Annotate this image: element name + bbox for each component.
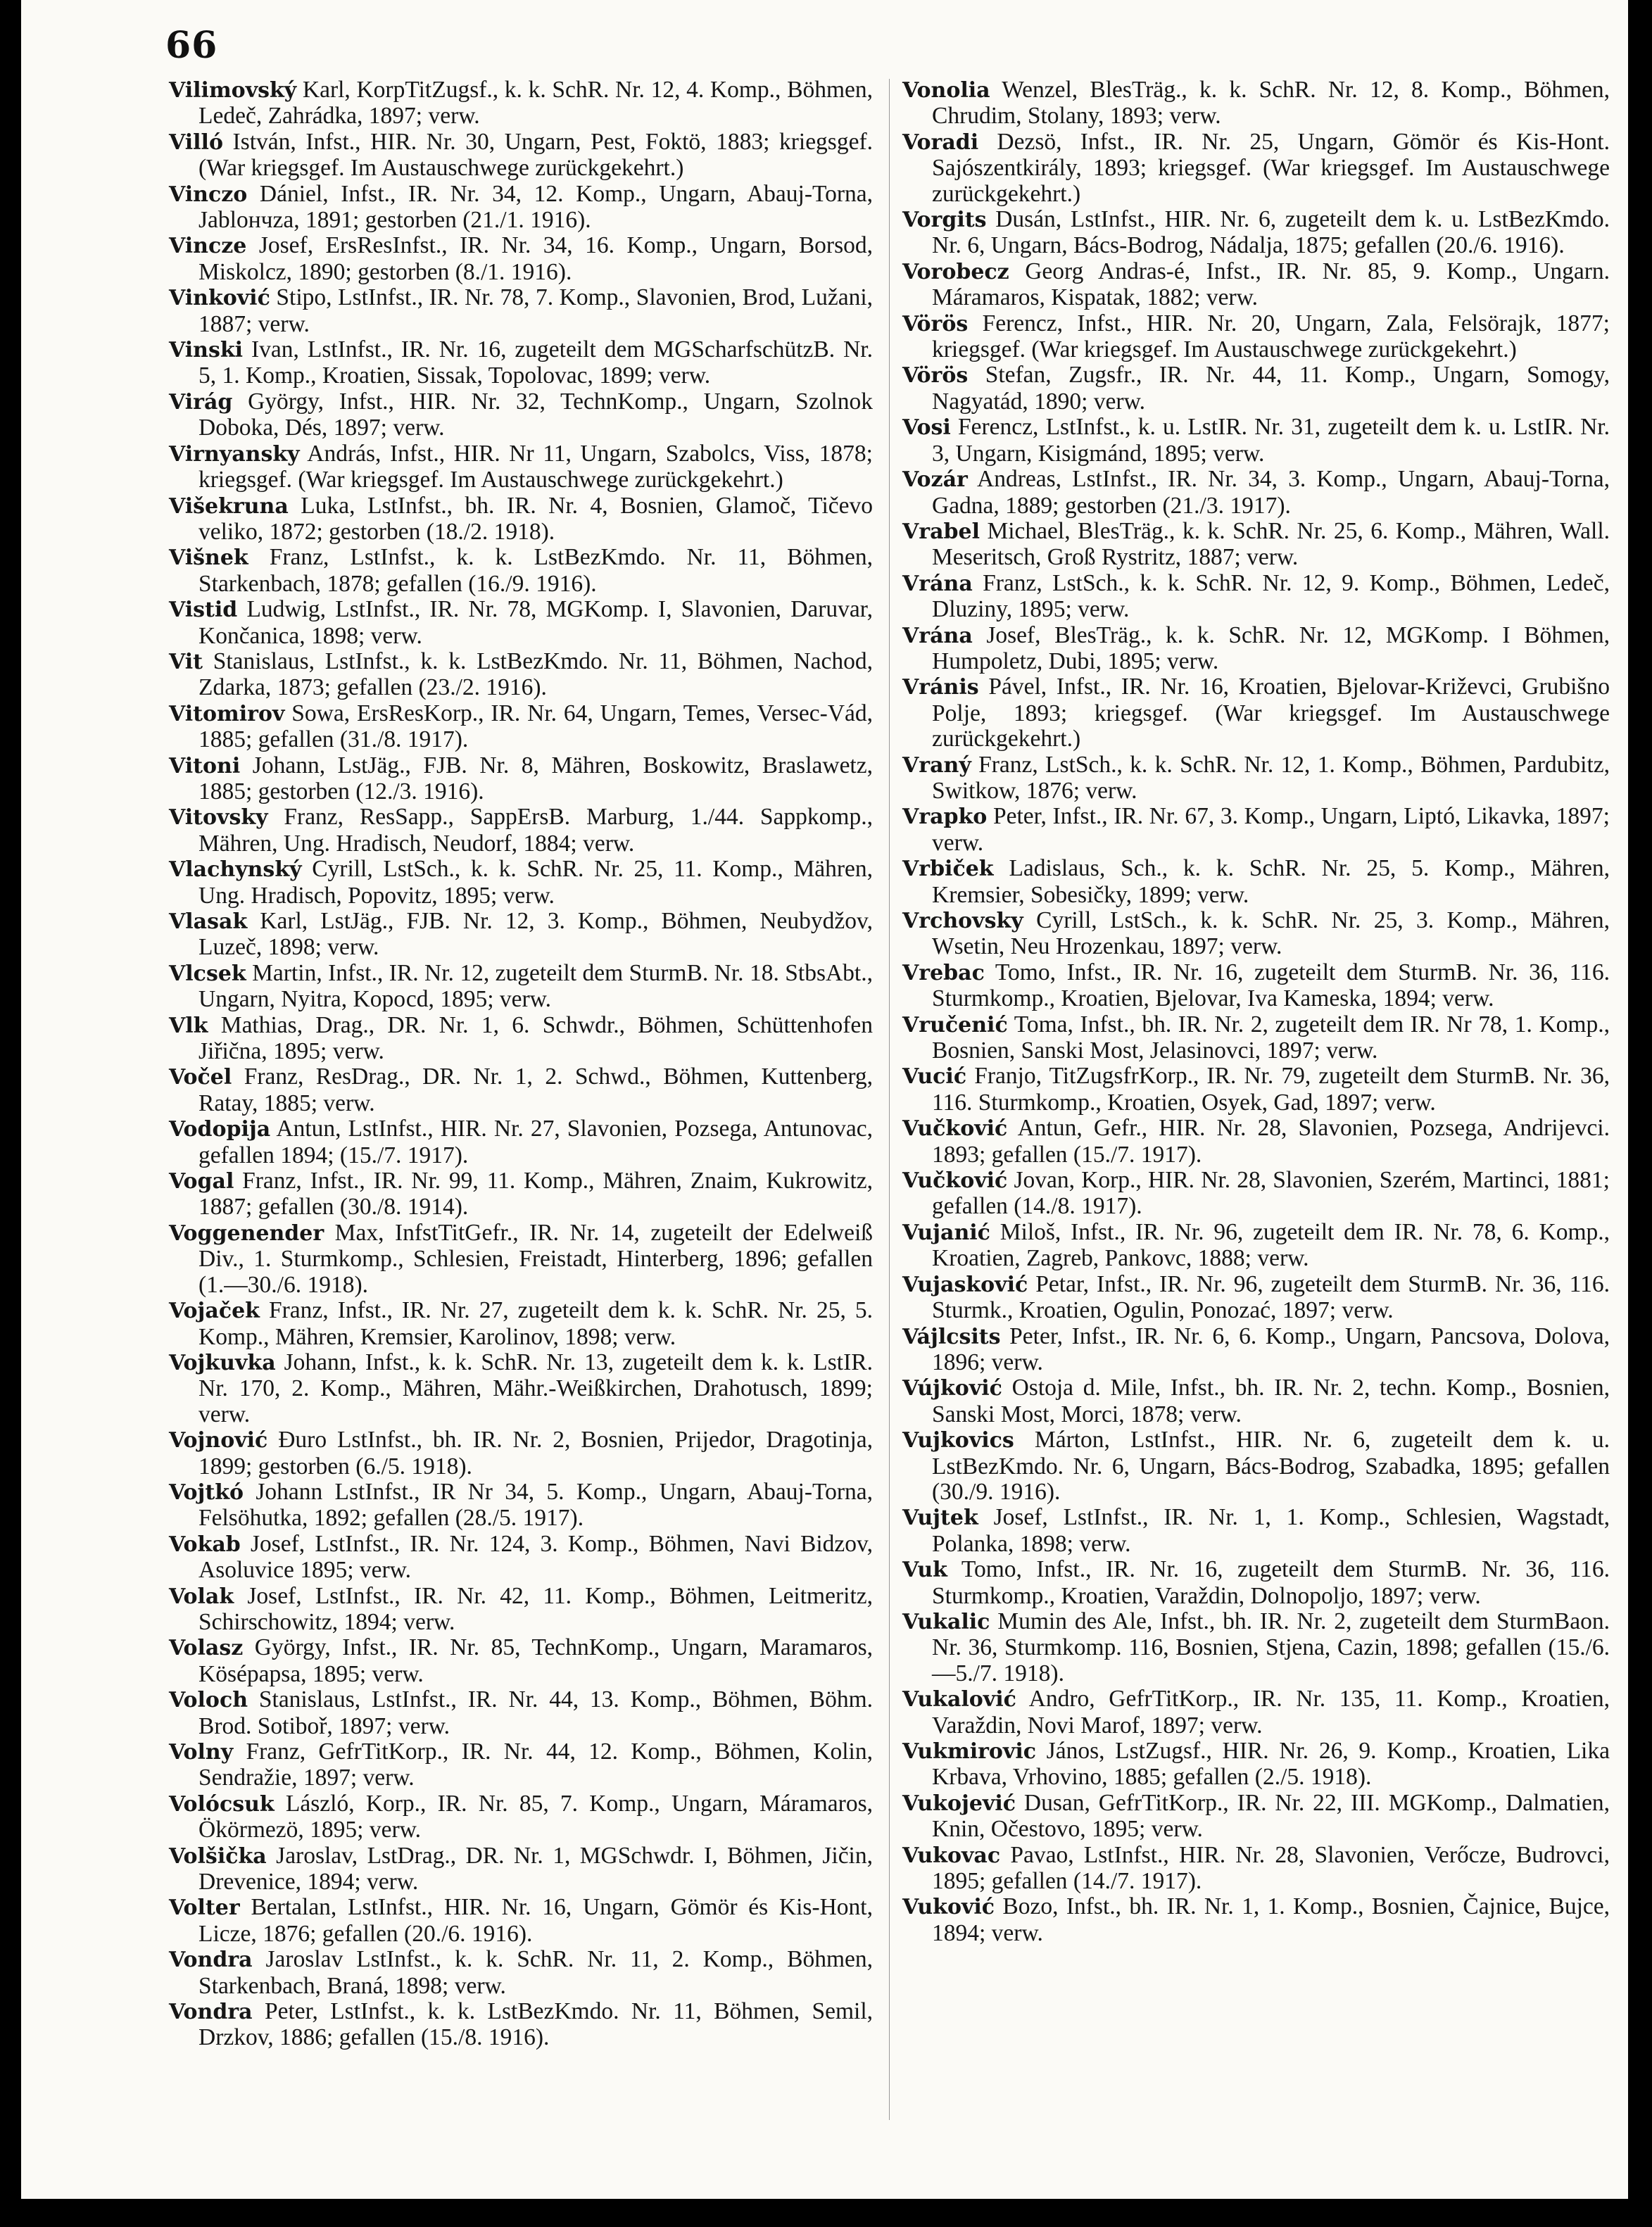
entry-surname: Vujkovics	[902, 1428, 1014, 1453]
register-entry	[902, 1739, 1610, 1791]
entry-surname: Vojtkó	[169, 1480, 244, 1505]
register-entry	[169, 1843, 873, 1895]
register-entry	[902, 311, 1610, 363]
entry-surname: Vorobecz	[902, 259, 1009, 284]
entry-details: László, Korp., IR. Nr. 85, 7. Komp., Ungarn, Máramaros, Ökörmezö, 1895; verw.	[198, 1790, 873, 1843]
register-entry	[902, 467, 1610, 519]
entry-surname: Vozár	[902, 467, 968, 493]
register-entry	[169, 753, 873, 805]
entry-surname: Volak	[169, 1584, 234, 1609]
entry-details: János, LstZugsf., HIR. Nr. 26, 9. Komp., Kroatien, Lika Krbava, Vrhovino, 1885; gefallen (2./5. 1918).	[932, 1738, 1610, 1791]
entry-details: Stanislaus, LstInfst., k. k. LstBezKmdo. Nr. 11, Böhmen, Nachod, Zdarka, 1873; gefallen (23./2. 1916).	[198, 648, 873, 701]
entry-details: Jaroslav LstInfst., k. k. SchR. Nr. 11, 2. Komp., Böhmen, Starkenbach, Braná, 1898; verw.	[198, 1946, 873, 1999]
register-entry	[169, 1480, 873, 1532]
entry-details: Franz, Infst., IR. Nr. 27, zugeteilt dem k. k. SchR. Nr. 25, 5. Komp., Mähren, Kremsier, Karolinov, 1898; verw.	[198, 1297, 873, 1350]
entry-details: Franz, LstSch., k. k. SchR. Nr. 12, 1. Komp., Böhmen, Pardubitz, Switkow, 1876; verw.	[932, 751, 1610, 804]
entry-surname: Vukovac	[902, 1843, 1001, 1868]
entry-surname: Vlasak	[169, 909, 248, 934]
entry-surname: Virnyansky	[169, 441, 300, 467]
entry-details: Miloš, Infst., IR. Nr. 96, zugeteilt dem IR. Nr. 78, 6. Komp., Kroatien, Zagreb, Pankovc, 1888; verw.	[932, 1218, 1610, 1272]
register-entry	[169, 337, 873, 389]
entry-details: Dusan, GefrTitKorp., IR. Nr. 22, III. MGKomp., Dalmatien, Knin, Očestovo, 1895; verw.	[932, 1789, 1610, 1843]
register-entry	[902, 1116, 1610, 1168]
entry-surname: Vrána	[902, 623, 973, 648]
register-entry	[902, 207, 1610, 259]
entry-surname: Vučković	[902, 1168, 1008, 1194]
entry-details: Sowa, ErsResKorp., IR. Nr. 64, Ungarn, Temes, Versec-Vád, 1885; gefallen (31./8. 1917).	[198, 700, 873, 753]
entry-surname: Višnek	[169, 545, 248, 571]
register-entry	[902, 1686, 1610, 1739]
entry-details: Franjo, TitZugsfrKorp., IR. Nr. 79, zugeteilt dem SturmB. Nr. 36, 116. Sturmkomp., Kroatien, Osyek, Gad, 1897; verw.	[932, 1063, 1610, 1116]
entry-surname: Vinković	[169, 286, 270, 311]
entry-surname: Vinczo	[169, 182, 248, 207]
entry-surname: Vujanić	[902, 1220, 990, 1245]
entry-details: Mumin des Ale, Infst., bh. IR. Nr. 2, zugeteilt dem SturmBaon. Nr. 36, Sturmkomp. 116, Bosnien, Stjena, Cazin, 1898; gefallen (15./6.—5./7. 1918).	[932, 1608, 1610, 1686]
entry-surname: Vondra	[169, 2000, 253, 2025]
entry-details: Peter, Infst., IR. Nr. 67, 3. Komp., Ungarn, Liptó, Likavka, 1897; verw.	[932, 803, 1610, 856]
entry-details: Toma, Infst., bh. IR. Nr. 2, zugeteilt dem IR. Nr 78, 1. Komp., Bosnien, Sanski Most, Jelasinovci, 1897; verw.	[932, 1011, 1610, 1064]
entry-details: Tomo, Infst., IR. Nr. 16, zugeteilt dem SturmB. Nr. 36, 116. Sturmkomp., Kroatien, Varaždin, Dolnopoljo, 1897; verw.	[932, 1556, 1610, 1609]
entry-surname: Vojaček	[169, 1299, 260, 1324]
register-entry	[169, 1791, 873, 1843]
entry-details: Franz, GefrTitKorp., IR. Nr. 44, 12. Komp., Böhmen, Kolin, Sendražie, 1897; verw.	[198, 1739, 873, 1791]
register-entry	[902, 571, 1610, 623]
entry-surname: Volócsuk	[169, 1791, 275, 1817]
entry-details: Stefan, Zugsfr., IR. Nr. 44, 11. Komp., Ungarn, Somogy, Nagyatád, 1890; verw.	[932, 362, 1610, 415]
register-entry	[169, 130, 873, 182]
entry-details: Ludwig, LstInfst., IR. Nr. 78, MGKomp. I, Slavonien, Daruvar, Končanica, 1898; verw.	[198, 596, 873, 649]
register-entry	[169, 441, 873, 493]
entry-details: Cyrill, LstSch., k. k. SchR. Nr. 25, 3. Komp., Mähren, Wsetin, Neu Hrozenkau, 1897; verw.	[932, 907, 1610, 960]
entry-details: Andro, GefrTitKorp., IR. Nr. 135, 11. Komp., Kroatien, Varaždin, Novi Marof, 1897; verw.	[932, 1686, 1610, 1739]
entry-details: Stanislaus, LstInfst., IR. Nr. 44, 13. Komp., Böhmen, Böhm. Brod. Sotiboř, 1897; verw.	[198, 1686, 873, 1739]
entry-surname: Vručenić	[902, 1012, 1008, 1037]
register-entry	[902, 362, 1610, 415]
entry-surname: Vukalic	[902, 1609, 990, 1634]
entry-surname: Vukalović	[902, 1687, 1016, 1712]
entry-details: Ivan, LstInfst., IR. Nr. 16, zugeteilt dem MGScharfschützB. Nr. 5, 1. Komp., Kroatien, Sissak, Topolovac, 1899; verw.	[198, 336, 873, 389]
register-entry	[902, 1272, 1610, 1324]
entry-surname: Vlcsek	[169, 961, 246, 986]
entry-surname: Vistid	[169, 598, 238, 623]
entry-details: Bozo, Infst., bh. IR. Nr. 1, 1. Komp., Bosnien, Čajnice, Bujce, 1894; verw.	[932, 1893, 1610, 1946]
register-entry	[902, 1012, 1610, 1064]
entry-surname: Vokab	[169, 1532, 241, 1557]
entry-surname: Volšička	[169, 1843, 267, 1869]
register-entry	[169, 1895, 873, 1947]
entry-surname: Vincze	[169, 234, 247, 259]
entry-details: Márton, LstInfst., HIR. Nr. 6, zugeteilt dem k. u. LstBezKmdo. Nr. 6, Ungarn, Bács-Bodrog, Szabadka, 1895; gefallen (30./9. 1916).	[932, 1427, 1610, 1505]
register-entry	[902, 1791, 1610, 1843]
register-entry	[169, 1013, 873, 1065]
left-column	[169, 77, 873, 2051]
entry-details: Wenzel, BlesTräg., k. k. SchR. Nr. 12, 8. Komp., Böhmen, Chrudim, Stolany, 1893; verw.	[932, 77, 1610, 130]
register-entry	[902, 1894, 1610, 1946]
entry-surname: Vojkuvka	[169, 1350, 276, 1375]
entry-details: Luka, LstInfst., bh. IR. Nr. 4, Bosnien, Glamoč, Tičevo veliko, 1872; gestorben (18./2. 1918).	[198, 492, 873, 545]
entry-details: Johann, LstJäg., FJB. Nr. 8, Mähren, Boskowitz, Braslawetz, 1885; gestorben (12./3. 1916).	[198, 752, 873, 805]
entry-details: Đuro LstInfst., bh. IR. Nr. 2, Bosnien, Prijedor, Dragotinja, 1899; gestorben (6./5. 1918).	[198, 1427, 873, 1480]
entry-surname: Vonolia	[902, 78, 990, 103]
register-entry	[169, 1350, 873, 1427]
entry-details: Karl, LstJäg., FJB. Nr. 12, 3. Komp., Böhmen, Neubydžov, Luzeč, 1898; verw.	[198, 908, 873, 961]
entry-surname: Volter	[169, 1895, 240, 1921]
entry-details: Martin, Infst., IR. Nr. 12, zugeteilt dem SturmB. Nr. 18. StbsAbt., Ungarn, Nyitra, Kopосd, 1895; verw.	[198, 959, 873, 1013]
register-entry	[902, 1324, 1610, 1376]
entry-surname: Villó	[169, 130, 223, 155]
entry-surname: Vrebac	[902, 960, 985, 985]
entry-surname: Voradi	[902, 130, 979, 155]
register-entry	[169, 389, 873, 441]
register-entry	[902, 1220, 1610, 1272]
entry-details: Josef, ErsResInfst., IR. Nr. 34, 16. Komp., Ungarn, Borsod, Miskolcz, 1890; gestorben (8./1. 1916).	[198, 232, 873, 285]
entry-surname: Vogal	[169, 1169, 234, 1194]
entry-surname: Voloch	[169, 1688, 248, 1713]
entry-details: Ferencz, Infst., HIR. Nr. 20, Ungarn, Zala, Felsörajk, 1877; kriegsgef. (War kriegsgef. Im Austauschwege zurückgekehrt.)	[932, 310, 1610, 363]
entry-details: Andreas, LstInfst., IR. Nr. 34, 3. Komp., Ungarn, Abauj-Torna, Gadna, 1889; gestorben (21./3. 1917).	[932, 466, 1610, 519]
register-entry	[902, 960, 1610, 1012]
register-entry	[902, 1843, 1610, 1895]
entry-surname: Vújković	[902, 1376, 1002, 1401]
entry-details: György, Infst., HIR. Nr. 32, TechnKomp., Ungarn, Szolnok Doboka, Dés, 1897; verw.	[198, 388, 873, 441]
register-entry	[902, 1375, 1610, 1427]
entry-surname: Vörös	[902, 363, 969, 389]
entry-details: Josef, BlesTräg., k. k. SchR. Nr. 12, MGKomp. I Böhmen, Humpoletz, Dubi, 1895; verw.	[932, 622, 1610, 674]
entry-details: Dániel, Infst., IR. Nr. 34, 12. Komp., Ungarn, Abauj-Torna, Jablончza, 1891; gestorben (21./1. 1916).	[198, 180, 873, 234]
entry-surname: Vočel	[169, 1065, 232, 1090]
entry-surname: Vrabel	[902, 519, 980, 544]
entry-surname: Vájlcsits	[902, 1324, 1001, 1349]
register-entry	[169, 649, 873, 701]
register-entry	[169, 1635, 873, 1687]
entry-surname: Vučković	[902, 1116, 1008, 1142]
register-entry	[169, 909, 873, 961]
entry-surname: Volasz	[169, 1636, 244, 1661]
entry-details: Ferencz, LstInfst., k. u. LstIR. Nr. 31, zugeteilt dem k. u. LstIR. Nr. 3, Ungarn, Kisigmánd, 1895; verw.	[932, 414, 1610, 467]
register-entry	[902, 623, 1610, 675]
register-entry	[902, 77, 1610, 130]
entry-details: Dezsö, Infst., IR. Nr. 25, Ungarn, Gömör és Kis-Hont. Sajószentkirály, 1893; kriegsgef. (War kriegsgef. Im Austauschwege zurückgekehrt.)	[932, 128, 1610, 207]
register-entry	[169, 1116, 873, 1168]
register-entry	[169, 1947, 873, 1999]
entry-surname: Vitomirov	[169, 701, 285, 726]
register-entry	[169, 1168, 873, 1220]
entry-surname: Vrapko	[902, 805, 988, 830]
entry-surname: Vuk	[902, 1558, 947, 1583]
register-entry	[169, 1999, 873, 2051]
entry-details: Antun, Gefr., HIR. Nr. 28, Slavonien, Pozsega, Andrijevci. 1893; gefallen (15./7. 1917).	[932, 1115, 1610, 1168]
register-entry	[169, 1739, 873, 1791]
entry-details: Jaroslav, LstDrag., DR. Nr. 1, MGSchwdr. I, Böhmen, Jičin, Drevenice, 1894; verw.	[198, 1842, 873, 1895]
entry-details: Johann, Infst., k. k. SchR. Nr. 13, zugeteilt dem k. k. LstIR. Nr. 170, 2. Komp., Mähren, Mähr.-Weißkirchen, Drahotusch, 1899; verw.	[198, 1349, 873, 1427]
entry-details: Bertalan, LstInfst., HIR. Nr. 16, Ungarn, Gömör és Kis-Hont, Licze, 1876; gefallen (20./6. 1916).	[198, 1894, 873, 1947]
entry-details: Pável, Infst., IR. Nr. 16, Kroatien, Bjelovar-Križevci, Grubišno Polje, 1893; kriegsgef. (War kriegsgef. Im Austauschwege zurückgekehrt.)	[932, 674, 1610, 752]
entry-details: István, Infst., HIR. Nr. 30, Ungarn, Pest, Foktö, 1883; kriegsgef. (War kriegsgef. Im Austauschwege zurückgekehrt.)	[198, 128, 873, 182]
entry-details: Peter, LstInfst., k. k. LstBezKmdo. Nr. 11, Böhmen, Semil, Drzkov, 1886; gefallen (15./8. 1916).	[198, 1998, 873, 2051]
register-entry	[169, 1584, 873, 1636]
entry-surname: Vránis	[902, 675, 979, 700]
entry-details: Franz, LstInfst., k. k. LstBezKmdo. Nr. 11, Böhmen, Starkenbach, 1878; gefallen (16./9. 1916).	[198, 544, 873, 597]
entry-details: Franz, Infst., IR. Nr. 99, 11. Komp., Mähren, Znaim, Kukrowitz, 1887; gefallen (30./8. 1914).	[198, 1168, 873, 1220]
entry-surname: Voggenender	[169, 1220, 324, 1246]
register-entry	[902, 1168, 1610, 1220]
entry-details: Johann LstInfst., IR Nr 34, 5. Komp., Ungarn, Abauj-Torna, Felsöhutka, 1892; gefallen (28./5. 1917).	[198, 1478, 873, 1532]
register-entry	[169, 857, 873, 909]
entry-details: Josef, LstInfst., IR. Nr. 124, 3. Komp., Böhmen, Navi Bidzov, Asoluvice 1895; verw.	[198, 1530, 873, 1584]
register-entry	[902, 1609, 1610, 1686]
entry-details: Franz, ResDrag., DR. Nr. 1, 2. Schwd., Böhmen, Kuttenberg, Ratay, 1885; verw.	[198, 1064, 873, 1116]
register-entry	[902, 519, 1610, 571]
register-entry	[902, 674, 1610, 752]
entry-details: Georg Andras-é, Infst., IR. Nr. 85, 9. Komp., Ungarn. Máramaros, Kispatak, 1882; verw.	[932, 258, 1610, 311]
entry-details: Antun, LstInfst., HIR. Nr. 27, Slavonien, Pozsega, Antunovac, gefallen 1894; (15./7. 1917).	[198, 1116, 873, 1168]
entry-surname: Volny	[169, 1740, 234, 1765]
register-entry	[169, 1220, 873, 1298]
register-entry	[902, 856, 1610, 908]
page-number: 66	[165, 24, 218, 67]
entry-surname: Višekruna	[169, 493, 289, 519]
register-entry	[902, 1064, 1610, 1116]
entry-details: Dusán, LstInfst., HIR. Nr. 6, zugeteilt dem k. u. LstBezKmdo. Nr. 6, Ungarn, Bács-Bodrog, Nádalja, 1875; gefallen (20./6. 1916).	[932, 206, 1610, 259]
register-entry	[169, 182, 873, 234]
register-entry	[902, 804, 1610, 856]
entry-details: Mathias, Drag., DR. Nr. 1, 6. Schwdr., Böhmen, Schüttenhofen Jiřična, 1895; verw.	[198, 1011, 873, 1065]
entry-surname: Vilimovský	[169, 78, 297, 103]
register-entry	[169, 1532, 873, 1584]
entry-surname: Vosi	[902, 415, 951, 441]
register-entry	[169, 1687, 873, 1739]
entry-details: Josef, LstInfst., IR. Nr. 42, 11. Komp., Böhmen, Leitmeritz, Schirschowitz, 1894; verw.	[198, 1582, 873, 1635]
entry-surname: Vit	[169, 649, 203, 674]
entry-surname: Vitovsky	[169, 805, 268, 831]
entry-details: Franz, ResSapp., SappErsB. Marburg, 1./44. Sappkomp., Mähren, Ung. Hradisch, Neudorf, 1884; verw.	[198, 804, 873, 857]
register-entry	[169, 77, 873, 130]
register-entry	[169, 805, 873, 857]
register-entry	[169, 1427, 873, 1480]
entry-surname: Vukmirovic	[902, 1739, 1037, 1764]
register-entry	[169, 1298, 873, 1350]
entry-details: Tomo, Infst., IR. Nr. 16, zugeteilt dem SturmB. Nr. 36, 116. Sturmkomp., Kroatien, Bjelovar, Iva Kameska, 1894; verw.	[932, 959, 1610, 1012]
entry-surname: Vodopija	[169, 1117, 271, 1142]
register-entry	[169, 701, 873, 753]
register-entry	[169, 493, 873, 545]
entry-surname: Vukojević	[902, 1791, 1016, 1816]
entry-details: Stipo, LstInfst., IR. Nr. 78, 7. Komp., Slavonien, Brod, Lužani, 1887; verw.	[198, 284, 873, 337]
entry-surname: Virág	[169, 389, 233, 415]
register-entry	[902, 752, 1610, 805]
entry-surname: Vuković	[902, 1895, 995, 1920]
entry-details: Petar, Infst., IR. Nr. 96, zugeteilt dem SturmB. Nr. 36, 116. Sturmk., Kroatien, Ogulin, Ponozać, 1897; verw.	[932, 1270, 1610, 1324]
register-entry	[902, 1505, 1610, 1557]
register-entry	[169, 233, 873, 285]
entry-surname: Vojnović	[169, 1428, 268, 1453]
entry-details: György, Infst., IR. Nr. 85, TechnKomp., Ungarn, Maramaros, Kösépapsa, 1895; verw.	[198, 1634, 873, 1687]
entry-surname: Vujtek	[902, 1506, 978, 1531]
entry-details: Ostoja d. Mile, Infst., bh. IR. Nr. 2, techn. Komp., Bosnien, Sanski Most, Morci, 1878; verw.	[932, 1375, 1610, 1427]
entry-details: Pavao, LstInfst., HIR. Nr. 28, Slavonien, Verőcze, Budrovci, 1895; gefallen (14./7. 1917).	[932, 1841, 1610, 1895]
entry-surname: Vorgits	[902, 208, 987, 233]
entry-surname: Vrchovsky	[902, 909, 1023, 933]
register-entry	[902, 259, 1610, 311]
entry-surname: Vujasković	[902, 1272, 1028, 1297]
entry-details: Franz, LstSch., k. k. SchR. Nr. 12, 9. Komp., Böhmen, Ledeč, Dluziny, 1895; verw.	[932, 569, 1610, 623]
entry-surname: Vraný	[902, 752, 971, 778]
entry-details: András, Infst., HIR. Nr 11, Ungarn, Szabolcs, Viss, 1878; kriegsgef. (War kriegsgef. Im Austauschwege zurückgekehrt.)	[198, 440, 873, 493]
right-column	[902, 77, 1610, 1946]
register-entry	[169, 1064, 873, 1116]
entry-details: Peter, Infst., IR. Nr. 6, 6. Komp., Ungarn, Pancsova, Dolova, 1896; verw.	[932, 1323, 1610, 1375]
entry-surname: Vrána	[902, 571, 973, 596]
register-entry	[169, 545, 873, 597]
register-entry	[169, 597, 873, 649]
entry-surname: Vondra	[169, 1948, 253, 1973]
entry-details: Josef, LstInfst., IR. Nr. 1, 1. Komp., Schlesien, Wagstadt, Polanka, 1898; verw.	[932, 1504, 1610, 1557]
entry-surname: Vucić	[902, 1064, 967, 1090]
register-entry	[902, 908, 1610, 960]
entry-details: Ladislaus, Sch., k. k. SchR. Nr. 25, 5. Komp., Mähren, Kremsier, Sobesičky, 1899; verw.	[932, 855, 1610, 908]
entry-details: Max, InfstTitGefr., IR. Nr. 14, zugeteilt der Edelweiß Div., 1. Sturmkomp., Schlesien, Freistadt, Hinterberg, 1896; gefallen (1.—30./6. 1918).	[198, 1219, 873, 1298]
entry-surname: Vinski	[169, 338, 244, 363]
entry-details: Karl, KorpTitZugsf., k. k. SchR. Nr. 12, 4. Komp., Böhmen, Ledeč, Zahrádka, 1897; verw.	[198, 77, 873, 130]
entry-surname: Vrbiček	[902, 857, 994, 882]
entry-details: Jovan, Korp., HIR. Nr. 28, Slavonien, Szerém, Martinci, 1881; gefallen (14./8. 1917).	[932, 1167, 1610, 1220]
entry-surname: Vlk	[169, 1013, 208, 1038]
column-divider	[889, 79, 890, 2120]
register-entry	[169, 285, 873, 337]
entry-details: Cyrill, LstSch., k. k. SchR. Nr. 25, 11. Komp., Mähren, Ung. Hradisch, Popovitz, 1895; verw.	[198, 856, 873, 909]
entry-details: Michael, BlesTräg., k. k. SchR. Nr. 25, 6. Komp., Mähren, Wall. Meseritsch, Groß Rystritz, 1887; verw.	[932, 517, 1610, 571]
register-entry	[902, 130, 1610, 207]
register-entry	[902, 1427, 1610, 1505]
register-entry	[902, 1557, 1610, 1609]
register-entry	[902, 415, 1610, 467]
entry-surname: Vlachynský	[169, 857, 302, 883]
register-entry	[169, 961, 873, 1013]
entry-surname: Vörös	[902, 311, 969, 336]
entry-surname: Vitoni	[169, 753, 241, 778]
